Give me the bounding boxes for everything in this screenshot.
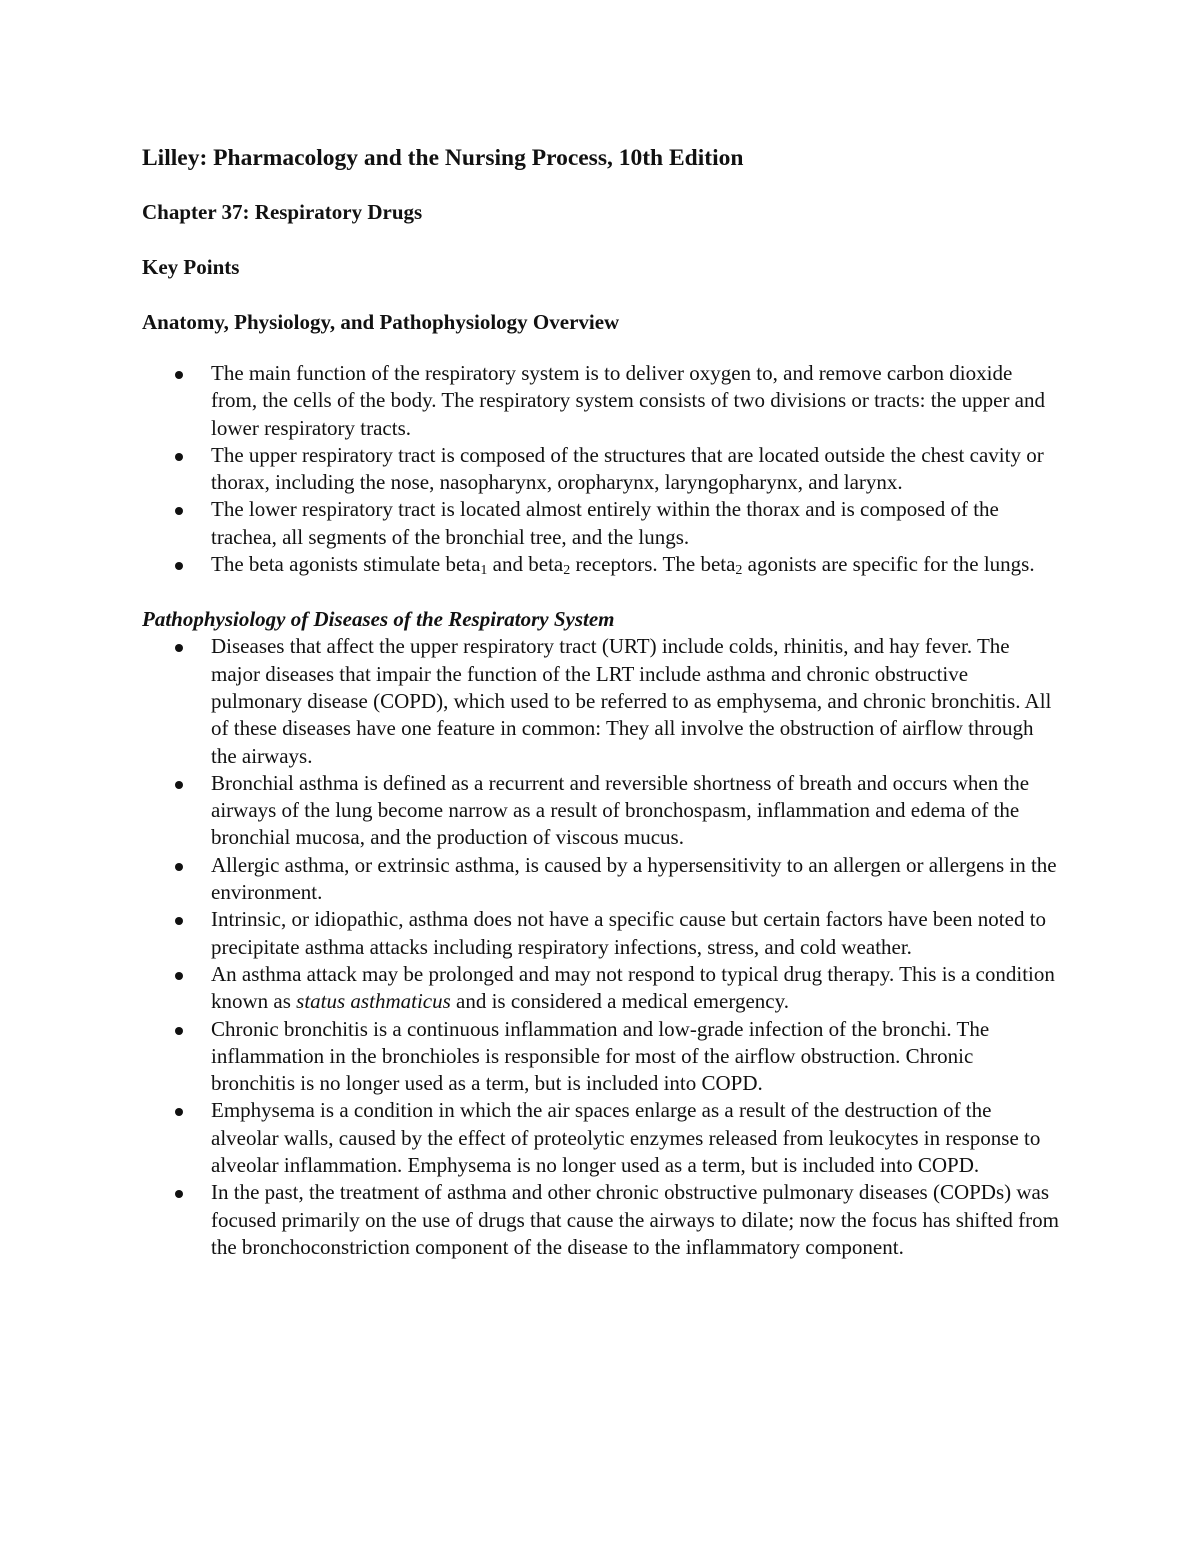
pathophysiology-bullet-list (142, 633, 1062, 1261)
bullet-icon (175, 917, 183, 925)
list-item-text: In the past, the treatment of asthma and other chronic obstructive pulmonary diseases (COPDs) was focused primarily on the use of drugs that cause the airways to dilate; now the focus has shifted from the bronchoconstriction component of the disease to the inflammatory component. (211, 1180, 1059, 1259)
list-item-text: The main function of the respiratory system is to deliver oxygen to, and remove carbon dioxide from, the cells of the body. The respiratory system consists of two divisions or tracts: the upper and lower respiratory tracts. (211, 361, 1046, 440)
status-text-1: An asthma attack may be prolonged and may not respond to typical drug therapy. This is a condition known as (211, 961, 1055, 1014)
bullet-icon (175, 644, 183, 652)
subscript-1: 1 (480, 563, 488, 579)
beta-text-2: and beta (487, 552, 564, 577)
section-heading-anatomy: Anatomy, Physiology, and Pathophysiology Overview (142, 310, 620, 334)
list-item-text: The upper respiratory tract is composed of the structures that are located outside the chest cavity or thorax, including the nose, nasopharynx, oropharynx, laryngopharynx, and larynx. (211, 442, 1044, 495)
bullet-icon (175, 781, 183, 789)
list-item (142, 770, 1062, 852)
beta-text-3: receptors. The beta (570, 552, 736, 577)
section-heading-pathophysiology: Pathophysiology of Diseases of the Respiratory System (142, 607, 615, 632)
list-item (142, 852, 1062, 907)
list-item (142, 496, 1062, 551)
key-points-heading: Key Points (142, 255, 240, 279)
list-item-text: Diseases that affect the upper respiratory tract (URT) include colds, rhinitis, and hay fever. The major diseases that impair the function of the LRT include asthma and chronic obstructive pulmonary disease (COPD), which used to be referred to as emphysema, and chronic bronchitis. All of these diseases have one feature in common: They all involve the obstruction of airflow through the airways. (211, 634, 1052, 768)
list-item-text: Chronic bronchitis is a continuous inflammation and low-grade infection of the bronchi. The inflammation in the bronchioles is responsible for most of the airflow obstruction. Chronic bronchitis is no longer used as a term, but is included into COPD. (211, 1016, 990, 1096)
bullet-icon (175, 1108, 183, 1116)
list-item-text: The lower respiratory tract is located almost entirely within the thorax and is composed of the trachea, all segments of the bronchial tree, and the lungs. (211, 497, 999, 549)
list-item (142, 1097, 1062, 1179)
bullet-icon (175, 371, 183, 379)
list-item-text: Bronchial asthma is defined as a recurrent and reversible shortness of breath and occurs when the airways of the lung become narrow as a result of bronchospasm, inflammation and edema of the bronchial mucosa, and the production of viscous mucus. (211, 770, 1030, 850)
list-item (142, 360, 1062, 442)
subscript-2b: 2 (735, 563, 743, 579)
section-spacer (142, 578, 1062, 605)
list-item (142, 1016, 1062, 1098)
list-item-beta-agonists (142, 551, 1062, 578)
document-title: Lilley: Pharmacology and the Nursing Process, 10th Edition (142, 145, 744, 171)
bullet-icon (175, 1027, 183, 1035)
beta-text-1: The beta agonists stimulate beta (211, 552, 481, 577)
subscript-2: 2 (563, 563, 571, 579)
list-item-text: Intrinsic, or idiopathic, asthma does not have a specific cause but certain factors have been noted to precipitate asthma attacks including respiratory infections, stress, and cold weather. (211, 907, 1047, 959)
status-text-2: and is considered a medical emergency. (450, 989, 789, 1014)
bullet-icon (175, 507, 183, 515)
bullet-icon (175, 453, 183, 461)
document-page (142, 143, 1062, 1261)
status-asthmaticus-term: status asthmaticus (296, 989, 451, 1014)
beta-text-4: agonists are specific for the lungs. (742, 552, 1035, 577)
bullet-icon (175, 863, 183, 871)
list-item (142, 442, 1062, 497)
list-item-text: Allergic asthma, or extrinsic asthma, is caused by a hypersensitivity to an allergen or allergens in the environment. (211, 852, 1057, 905)
chapter-heading: Chapter 37: Respiratory Drugs (142, 200, 423, 224)
bullet-icon (175, 562, 183, 570)
list-item (142, 906, 1062, 961)
list-item-text: Emphysema is a condition in which the air spaces enlarge as a result of the destruction of the alveolar walls, caused by the effect of proteolytic enzymes released from leukocytes in response to alveolar inflammation. Emphysema is no longer used as a term, but is included into COPD. (211, 1098, 1041, 1178)
bullet-icon (175, 972, 183, 980)
bullet-icon (175, 1190, 183, 1198)
list-item-status-asthmaticus (142, 961, 1062, 1016)
list-item (142, 1179, 1062, 1261)
anatomy-bullet-list (142, 360, 1062, 578)
list-item (142, 633, 1062, 769)
